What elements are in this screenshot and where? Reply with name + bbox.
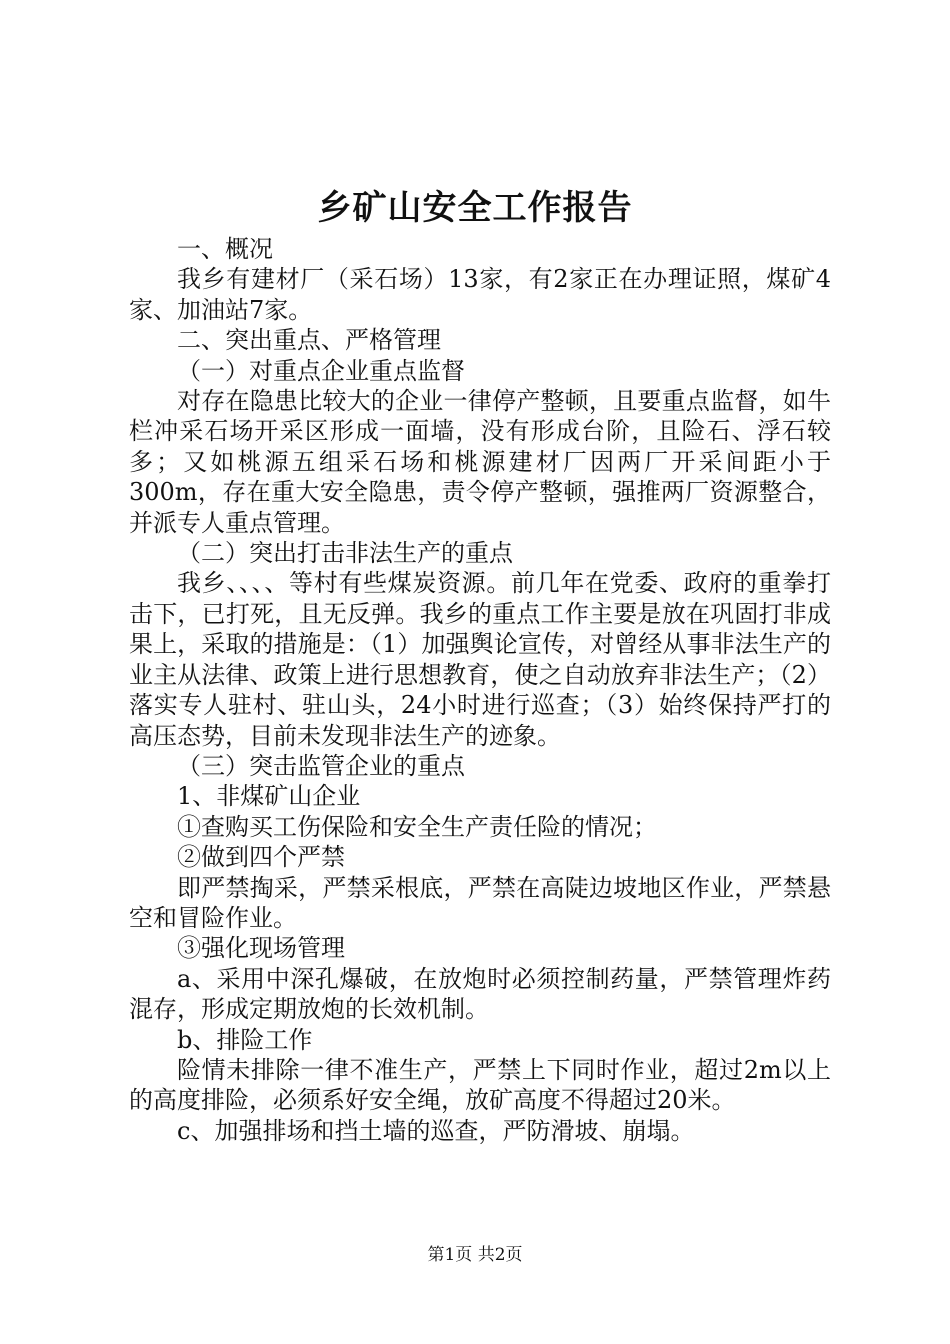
subsection-heading: （三）突击监管企业的重点: [177, 751, 465, 780]
list-item: ②做到四个严禁: [177, 843, 345, 872]
paragraph: 我乡、、、、等村有些煤炭资源。前几年在党委、政府的重拳打击下，已打死，且无反弹。我乡的重点工作主要是放在巩固打非成果上，采取的措施是：（1）加强舆论宣传，对曾经从事非法生产的业主从法律、政策上进行思想教育，使之自动放弃非法生产；（2）落实专人驻村、驻山头，24小时进行巡查；（3）始终保持严打的高压态势，目前未发现非法生产的迹象。: [129, 569, 831, 750]
list-item: ①查购买工伤保险和安全生产责任险的情况；: [177, 812, 657, 841]
subsection-heading: （二）突出打击非法生产的重点: [177, 539, 513, 568]
paragraph: 我乡有建材厂（采石场）13家，有2家正在办理证照，煤矿4家、加油站7家。: [129, 265, 831, 324]
section-heading: 一、概况: [177, 235, 273, 263]
list-item: b、排险工作: [177, 1025, 313, 1054]
list-item: ③强化现场管理: [177, 934, 345, 963]
section-heading: 二、突出重点、严格管理: [177, 326, 441, 355]
page-footer: 第1页 共2页: [427, 1245, 523, 1265]
document-body: [129, 234, 831, 1146]
paragraph: 险情未排除一律不准生产，严禁上下同时作业，超过2m以上的高度排险，必须系好安全绳，放矿高度不得超过20米。: [129, 1055, 831, 1115]
subsection-heading: （一）对重点企业重点监督: [177, 356, 465, 385]
paragraph: 即严禁掏采，严禁采根底，严禁在高陡边坡地区作业，严禁悬空和冒险作业。: [129, 873, 831, 932]
list-heading: 1、非煤矿山企业: [177, 782, 361, 811]
document-title: 乡矿山安全工作报告: [317, 188, 633, 228]
paragraph: c、加强排场和挡土墙的巡查，严防滑坡、崩塌。: [177, 1116, 695, 1145]
paragraph: a、采用中深孔爆破，在放炮时必须控制药量，严禁管理炸药混存，形成定期放炮的长效机制。: [129, 964, 831, 1024]
paragraph: 对存在隐患比较大的企业一律停产整顿，且要重点监督，如牛栏冲采石场开采区形成一面墙，没有形成台阶，且险石、浮石较多；又如桃源五组采石场和桃源建材厂因两厂开采间距小于300m，存在重大安全隐患，责令停产整顿，强推两厂资源整合，并派专人重点管理。: [129, 387, 831, 537]
